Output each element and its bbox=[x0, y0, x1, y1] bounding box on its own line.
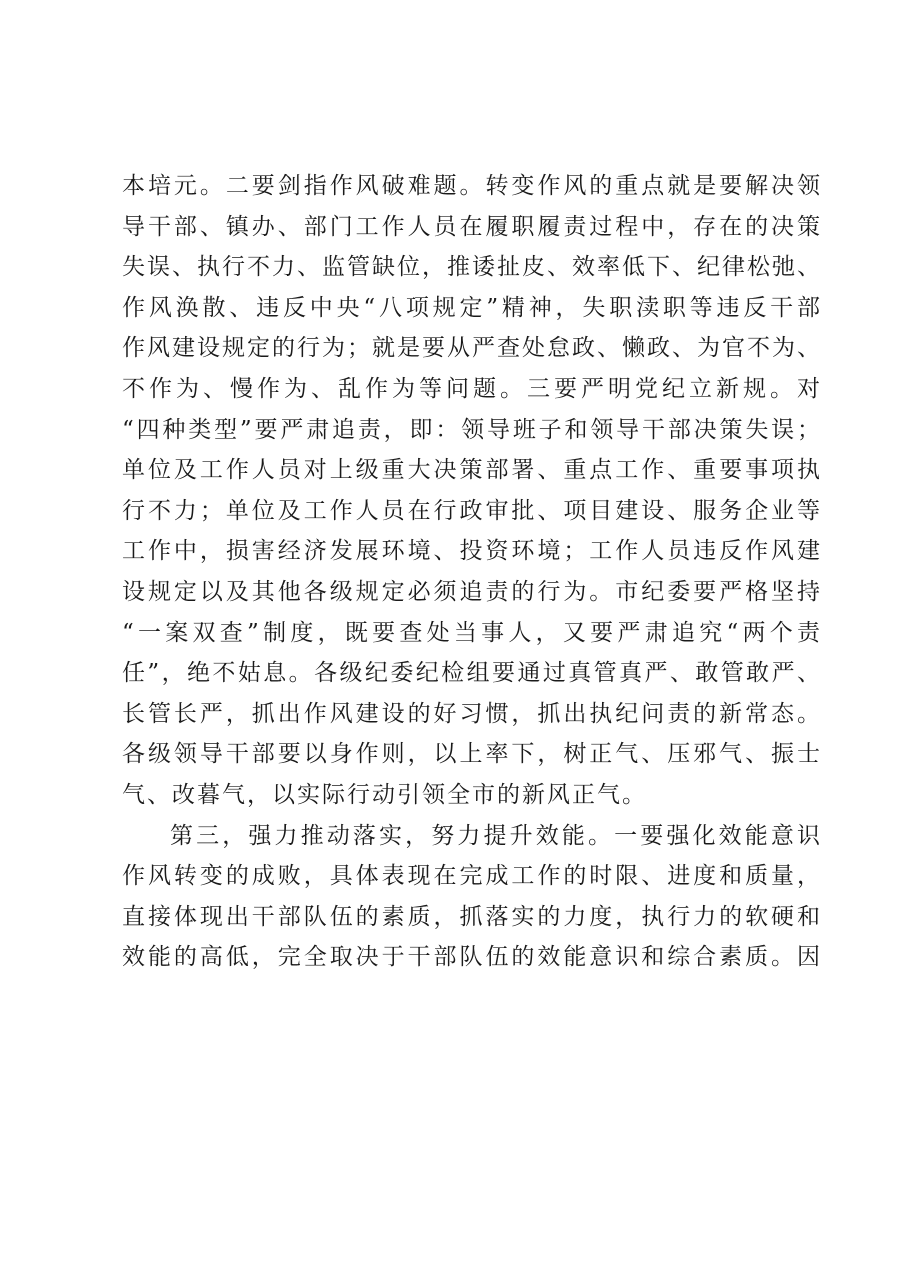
text-line: 工作中，损害经济发展环境、投资环境；工作人员违反作风建 bbox=[122, 538, 822, 565]
text-line: 作风转变的成败，具体表现在完成工作的时限、进度和质量， bbox=[122, 863, 822, 890]
text-line: 第三，强力推动落实，努力提升效能。一要强化效能意识 bbox=[170, 822, 822, 849]
text-line: 任”，绝不姑息。各级纪委纪检组要通过真管真严、敢管敢严、 bbox=[122, 660, 822, 687]
text-line: 长管长严，抓出作风建设的好习惯，抓出执纪问责的新常态。 bbox=[122, 700, 822, 727]
text-line: 效能的高低，完全取决于干部队伍的效能意识和综合素质。因 bbox=[122, 944, 822, 971]
text-line: 行不力；单位及工作人员在行政审批、项目建设、服务企业等 bbox=[122, 497, 822, 524]
text-line: 导干部、镇办、部门工作人员在履职履责过程中，存在的决策 bbox=[122, 213, 822, 240]
text-line: 各级领导干部要以身作则，以上率下，树正气、压邪气、振士 bbox=[122, 741, 822, 768]
body-text bbox=[122, 166, 822, 978]
text-line: 失误、执行不力、监管缺位，推诿扯皮、效率低下、纪律松弛、 bbox=[122, 254, 822, 281]
text-line: 作风涣散、违反中央“八项规定”精神，失职渎职等违反干部 bbox=[122, 294, 822, 321]
text-line: 直接体现出干部队伍的素质，抓落实的力度，执行力的软硬和 bbox=[122, 903, 822, 930]
text-line: 本培元。二要剑指作风破难题。转变作风的重点就是要解决领 bbox=[122, 173, 822, 199]
paragraph-2 bbox=[122, 816, 822, 978]
text-line: 作风建设规定的行为；就是要从严查处怠政、懒政、为官不为、 bbox=[122, 335, 822, 362]
text-line: “四种类型”要严肃追责，即：领导班子和领导干部决策失误； bbox=[122, 416, 822, 443]
paragraph-1 bbox=[122, 166, 822, 816]
text-line: 不作为、慢作为、乱作为等问题。三要严明党纪立新规。对 bbox=[122, 375, 822, 402]
text-line: “一案双查”制度，既要查处当事人，又要严肃追究“两个责 bbox=[122, 619, 822, 646]
text-line: 单位及工作人员对上级重大决策部署、重点工作、重要事项执 bbox=[122, 457, 822, 484]
text-line: 设规定以及其他各级规定必须追责的行为。市纪委要严格坚持 bbox=[122, 578, 822, 605]
text-line: 气、改暮气，以实际行动引领全市的新风正气。 bbox=[122, 781, 647, 808]
